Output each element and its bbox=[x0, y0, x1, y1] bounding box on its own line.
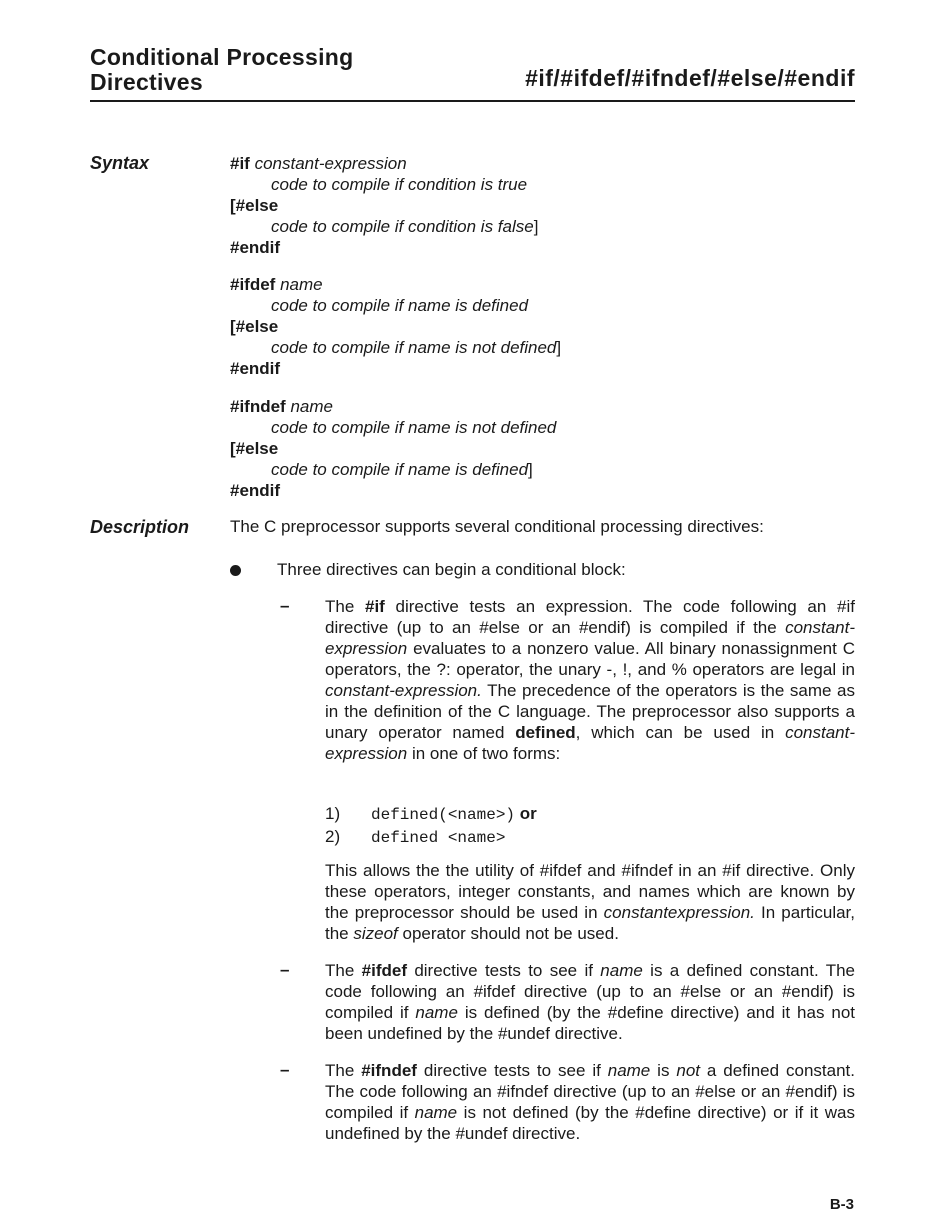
syntax-if-block bbox=[230, 153, 538, 258]
paragraph-if bbox=[325, 596, 855, 764]
text: evaluates to a nonzero value. All binary nonassignment C operators, the ?: operator, the unary -, !, and % operators are legal in bbox=[325, 639, 855, 679]
description-intro: The C preprocessor supports several conditional processing directives: bbox=[230, 517, 764, 536]
bullet-icon bbox=[230, 565, 241, 576]
code-false-ifndef: code to compile if name is defined bbox=[271, 460, 529, 479]
list-item bbox=[325, 826, 537, 849]
dash-icon-ifdef: – bbox=[280, 960, 290, 979]
text: is not defined (by the #define directive) or if it was undefined by the #undef directive. bbox=[325, 1103, 856, 1143]
syntax-ifndef-block bbox=[230, 396, 556, 501]
page-header bbox=[90, 45, 855, 95]
italic-text: constant-expression bbox=[325, 723, 855, 763]
code-text: defined <name> bbox=[371, 829, 506, 847]
kw-if: #if bbox=[230, 154, 250, 173]
bracket-close-ifndef: ] bbox=[528, 460, 533, 479]
text: operator should not be used. bbox=[397, 924, 619, 943]
kw-text: #ifndef bbox=[361, 1061, 417, 1080]
italic-text: name bbox=[414, 1103, 458, 1122]
dash-icon-ifndef: – bbox=[280, 1060, 290, 1079]
syntax-ifdef-block bbox=[230, 274, 561, 379]
arg-if: constant-expression bbox=[254, 154, 407, 173]
text: is defined (by the #define directive) and it has not been undefined by the #undef directive. bbox=[325, 1003, 856, 1043]
section-title-line1: Conditional Processing bbox=[90, 44, 354, 70]
list-number: 1) bbox=[325, 804, 341, 823]
bracket-close-if: ] bbox=[533, 217, 539, 236]
code-true-ifdef: code to compile if name is defined bbox=[271, 296, 529, 315]
text: In particular, the bbox=[325, 903, 855, 943]
page-number: B-3 bbox=[829, 1196, 854, 1213]
italic-text: not bbox=[676, 1061, 701, 1080]
else-ifndef: [#else bbox=[230, 439, 279, 458]
kw-ifndef: #ifndef bbox=[230, 397, 286, 416]
code-true-ifndef: code to compile if name is not defined bbox=[271, 418, 557, 437]
endif-ifdef: #endif bbox=[230, 359, 281, 378]
endif-if: #endif bbox=[230, 238, 281, 257]
defined-forms-list bbox=[325, 803, 537, 849]
bracket-close-ifdef: ] bbox=[556, 338, 562, 357]
italic-text: name bbox=[607, 1061, 651, 1080]
italic-text: name bbox=[600, 961, 643, 980]
paragraph-if-tail bbox=[325, 860, 855, 944]
kw-text: #ifdef bbox=[361, 961, 407, 980]
code-false-ifdef: code to compile if name is not defined bbox=[271, 338, 557, 357]
text: directive tests to see if bbox=[406, 961, 601, 980]
description-label: Description bbox=[90, 517, 190, 537]
code-text: defined(<name>) bbox=[371, 806, 516, 824]
kw-text: #if bbox=[365, 597, 385, 616]
list-number: 2) bbox=[325, 827, 341, 846]
arg-ifdef: name bbox=[280, 275, 323, 294]
text: directive tests to see if bbox=[416, 1061, 608, 1080]
code-true-if: code to compile if condition is true bbox=[271, 175, 528, 194]
or-text: or bbox=[515, 804, 537, 823]
endif-ifndef: #endif bbox=[230, 481, 281, 500]
text: is a defined constant. The code following an #ifdef directive (up to an #else or an #endif) is compiled if bbox=[325, 961, 855, 1022]
directive-title: #if/#ifdef/#ifndef/#else/#endif bbox=[525, 65, 855, 91]
text: The precedence of the operators is the same as in the definition of the C language. The preprocessor also supports a unary operator named bbox=[325, 681, 855, 742]
text: in one of two forms: bbox=[407, 744, 561, 763]
kw-ifdef: #ifdef bbox=[230, 275, 276, 294]
text: a defined constant. The code following an #ifndef directive (up to an #else or an #endif) is compiled if bbox=[325, 1061, 855, 1122]
text: , which can be used in bbox=[575, 723, 786, 742]
italic-text: sizeof bbox=[353, 924, 398, 943]
text: The bbox=[325, 597, 365, 616]
paragraph-ifndef bbox=[325, 1060, 855, 1144]
syntax-label: Syntax bbox=[90, 153, 150, 173]
list-item bbox=[325, 803, 537, 826]
arg-ifndef: name bbox=[290, 397, 333, 416]
italic-text: constant-expression bbox=[325, 618, 855, 658]
code-false-if: code to compile if condition is false bbox=[271, 217, 534, 236]
section-title-line2: Directives bbox=[90, 69, 203, 95]
italic-text: name bbox=[415, 1003, 458, 1022]
dash-icon-if: – bbox=[280, 596, 290, 615]
kw-text: defined bbox=[515, 723, 576, 742]
italic-text: constant-expression. bbox=[325, 681, 482, 700]
bullet-text: Three directives can begin a conditional block: bbox=[277, 560, 626, 579]
header-rule bbox=[90, 100, 855, 102]
text: directive tests an expression. The code following an #if directive (up to an #else or an #endif) is compiled if the bbox=[325, 597, 855, 637]
else-if: [#else bbox=[230, 196, 279, 215]
italic-text: constantexpression. bbox=[603, 903, 755, 922]
text: is bbox=[650, 1061, 677, 1080]
text: This allows the the utility of #ifdef and #ifndef in an #if directive. Only these operators, integer constants, and names which are known by the preprocessor should be used in bbox=[325, 861, 855, 922]
text: The bbox=[325, 1061, 362, 1080]
paragraph-ifdef bbox=[325, 960, 855, 1044]
else-ifdef: [#else bbox=[230, 317, 279, 336]
text: The bbox=[325, 961, 362, 980]
